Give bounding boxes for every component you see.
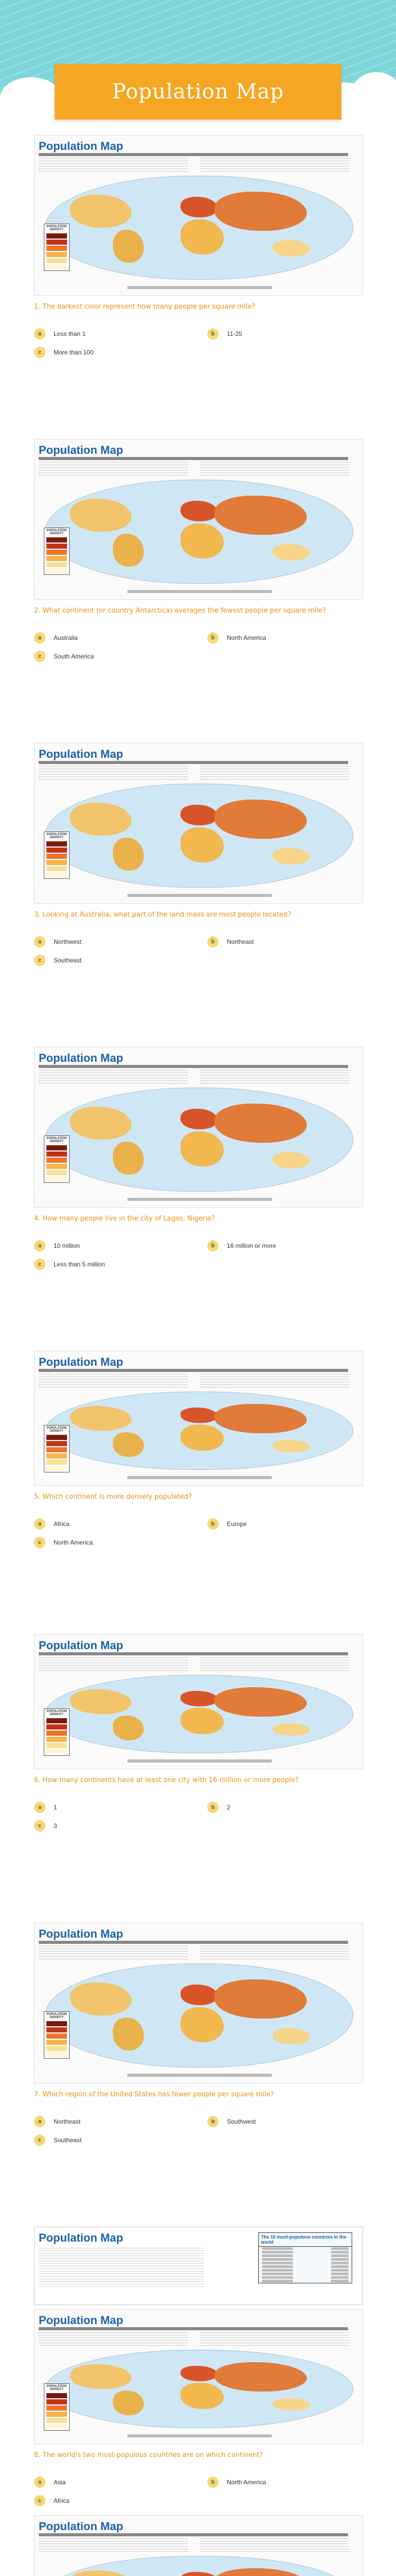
density-legend bbox=[44, 1708, 70, 1756]
option-label: 1 bbox=[54, 1804, 57, 1811]
map-intro-text bbox=[39, 766, 188, 781]
table-title: The 10 most-populous countries in the world bbox=[259, 2233, 352, 2247]
legend-swatch bbox=[46, 1718, 67, 1723]
landmass bbox=[113, 1142, 144, 1175]
legend-title: POPULATION DENSITY bbox=[46, 2385, 67, 2391]
legend-swatch bbox=[46, 854, 67, 859]
option-key-badge: c bbox=[34, 651, 45, 662]
question-block bbox=[34, 1047, 362, 1351]
map-intro-text bbox=[200, 1946, 349, 1960]
answer-option-a[interactable] bbox=[34, 1518, 189, 1530]
map-rule bbox=[39, 457, 348, 460]
option-label: North America bbox=[227, 634, 267, 641]
option-label: North America bbox=[227, 2479, 267, 2486]
option-key-badge: a bbox=[34, 1518, 45, 1530]
table-row bbox=[259, 2250, 352, 2254]
map-heading: Population Map bbox=[39, 748, 123, 760]
question-block bbox=[34, 439, 362, 743]
table-row bbox=[259, 2272, 352, 2276]
legend-title: POPULATION DENSITY bbox=[46, 1427, 67, 1433]
question-text: 8. The world's two most-populous countries are on which continent? bbox=[34, 2451, 263, 2459]
legend-swatch bbox=[46, 1158, 67, 1163]
answer-option-b[interactable] bbox=[207, 1240, 362, 1252]
answer-option-a[interactable] bbox=[34, 328, 189, 340]
legend-swatch bbox=[46, 1743, 67, 1748]
landmass bbox=[180, 1408, 218, 1423]
world-map bbox=[45, 1392, 353, 1470]
option-key-badge: b bbox=[207, 632, 219, 643]
landmass bbox=[70, 2570, 131, 2576]
answer-option-b[interactable] bbox=[207, 632, 362, 644]
map-heading: Population Map bbox=[39, 2231, 123, 2244]
legend-swatch bbox=[46, 1731, 67, 1736]
map-intro-text bbox=[39, 2332, 188, 2347]
map-intro-text bbox=[200, 1070, 349, 1084]
legend-swatch bbox=[46, 1441, 67, 1446]
legend-swatch bbox=[46, 1737, 67, 1742]
answer-option-a[interactable] bbox=[34, 632, 189, 644]
landmass bbox=[70, 1406, 131, 1431]
landmass bbox=[273, 1723, 310, 1736]
map-caption bbox=[127, 894, 272, 897]
population-map-image bbox=[34, 439, 363, 600]
landmass bbox=[180, 827, 223, 862]
density-legend bbox=[44, 2011, 70, 2059]
option-label: 2 bbox=[227, 1804, 230, 1811]
legend-swatch bbox=[46, 246, 67, 251]
population-map-image bbox=[34, 2515, 363, 2576]
question-block bbox=[34, 2227, 362, 2515]
landmass bbox=[273, 2028, 310, 2044]
landmass bbox=[273, 848, 310, 865]
table-row bbox=[259, 2268, 352, 2272]
landmass bbox=[214, 192, 307, 231]
population-map-image bbox=[34, 1923, 363, 2083]
option-key-badge: a bbox=[34, 2116, 45, 2127]
page-title-banner bbox=[55, 64, 341, 120]
option-label: Southwest bbox=[227, 2118, 256, 2125]
answer-option-c[interactable] bbox=[34, 1536, 189, 1549]
legend-swatch bbox=[46, 2052, 67, 2057]
legend-swatch bbox=[46, 1435, 67, 1440]
map-intro-text bbox=[200, 1657, 349, 1672]
answer-option-c[interactable] bbox=[34, 650, 189, 663]
world-map bbox=[45, 2556, 353, 2576]
population-map-image bbox=[34, 1351, 363, 1486]
answer-option-b[interactable] bbox=[207, 2476, 362, 2488]
map-intro-text bbox=[39, 1946, 188, 1960]
landmass bbox=[113, 230, 144, 263]
option-key-badge: b bbox=[207, 328, 219, 340]
map-intro-text bbox=[39, 1374, 188, 1388]
question-text: 5. Which continent is more densely populated? bbox=[34, 1493, 192, 1501]
density-legend bbox=[44, 1136, 70, 1183]
landmass bbox=[273, 544, 310, 561]
legend-swatch bbox=[46, 866, 67, 871]
option-key-badge: b bbox=[207, 1802, 219, 1813]
legend-swatch bbox=[46, 568, 67, 573]
map-heading: Population Map bbox=[39, 444, 123, 456]
option-label: Australia bbox=[54, 634, 78, 641]
legend-title: POPULATION DENSITY bbox=[46, 833, 67, 839]
legend-swatch bbox=[46, 1176, 67, 1181]
option-label: Less than 1 bbox=[54, 330, 86, 337]
option-label: 3 bbox=[54, 1822, 57, 1829]
question-block bbox=[34, 1351, 362, 1634]
answer-option-c[interactable] bbox=[34, 346, 189, 359]
map-caption bbox=[127, 2434, 272, 2437]
world-map bbox=[45, 176, 353, 280]
legend-swatch bbox=[46, 2033, 67, 2039]
option-label: Africa bbox=[54, 2497, 70, 2504]
table-row bbox=[259, 2276, 352, 2279]
legend-swatch bbox=[46, 2399, 67, 2404]
map-heading: Population Map bbox=[39, 1355, 123, 1368]
legend-swatch bbox=[46, 1145, 67, 1150]
map-heading: Population Map bbox=[39, 1927, 123, 1940]
map-intro-text bbox=[200, 158, 349, 173]
landmass bbox=[214, 2362, 307, 2392]
option-label: Asia bbox=[54, 2479, 66, 2486]
question-block bbox=[34, 135, 362, 439]
answer-option-a[interactable] bbox=[34, 2115, 189, 2128]
world-map bbox=[45, 784, 353, 888]
landmass bbox=[70, 2364, 131, 2389]
option-key-badge: a bbox=[34, 2477, 45, 2488]
population-map-image bbox=[34, 1047, 363, 1208]
legend-swatch bbox=[46, 562, 67, 567]
option-label: Less than 5 million bbox=[54, 1261, 105, 1268]
landmass bbox=[180, 501, 218, 521]
legend-swatch bbox=[46, 550, 67, 555]
landmass bbox=[180, 1691, 218, 1706]
map-intro-text bbox=[200, 462, 349, 477]
landmass bbox=[113, 1432, 144, 1457]
landmass bbox=[180, 2383, 223, 2409]
answer-option-b[interactable] bbox=[207, 328, 362, 340]
map-caption bbox=[127, 286, 272, 289]
legend-swatch bbox=[46, 1453, 67, 1459]
option-key-badge: b bbox=[207, 1240, 219, 1251]
option-label: Northwest bbox=[54, 938, 82, 945]
question-text: 2. What continent (or country Antarctica) averages the fewest people per square mile? bbox=[34, 607, 326, 615]
population-table bbox=[258, 2232, 352, 2283]
legend-swatch bbox=[46, 2418, 67, 2423]
map-intro-text bbox=[200, 2332, 349, 2347]
option-key-badge: b bbox=[207, 2116, 219, 2127]
density-legend bbox=[44, 224, 70, 271]
landmass bbox=[180, 1708, 223, 1734]
question-text: 1. The darkest color represent how many people per square mile? bbox=[34, 303, 256, 311]
landmass bbox=[180, 197, 218, 217]
landmass bbox=[180, 1425, 223, 1451]
body-text bbox=[39, 2248, 204, 2289]
option-label: Northeast bbox=[54, 2118, 81, 2125]
legend-swatch bbox=[46, 264, 67, 269]
option-key-badge: b bbox=[207, 2477, 219, 2488]
map-caption bbox=[127, 1759, 272, 1762]
answer-option-a[interactable] bbox=[34, 2476, 189, 2488]
answer-option-c[interactable] bbox=[34, 1820, 189, 1832]
answer-option-c[interactable] bbox=[34, 2495, 189, 2507]
option-key-badge: c bbox=[34, 347, 45, 358]
legend-title: POPULATION DENSITY bbox=[46, 225, 67, 231]
legend-swatch bbox=[46, 537, 67, 543]
option-key-badge: a bbox=[34, 328, 45, 340]
option-key-badge: c bbox=[34, 1537, 45, 1548]
world-map bbox=[45, 1963, 353, 2067]
option-label: 16 million or more bbox=[227, 1242, 276, 1249]
landmass bbox=[214, 1687, 307, 1717]
legend-swatch bbox=[46, 233, 67, 239]
legend-swatch bbox=[46, 1447, 67, 1452]
answer-option-b[interactable] bbox=[207, 2115, 362, 2128]
population-map-image bbox=[34, 743, 363, 904]
population-map-image bbox=[34, 1634, 363, 1769]
map-rule bbox=[39, 2327, 348, 2330]
option-key-badge: c bbox=[34, 955, 45, 966]
answer-option-b[interactable] bbox=[207, 1518, 362, 1530]
density-legend bbox=[44, 2383, 70, 2431]
option-key-badge: a bbox=[34, 1240, 45, 1251]
map-intro-text bbox=[39, 462, 188, 477]
landmass bbox=[70, 195, 131, 228]
option-key-badge: c bbox=[34, 2495, 45, 2506]
map-intro-text bbox=[200, 1374, 349, 1388]
legend-swatch bbox=[46, 2405, 67, 2411]
landmass bbox=[113, 1716, 144, 1740]
map-heading: Population Map bbox=[39, 2520, 123, 2533]
option-label: Europe bbox=[227, 1520, 247, 1528]
map-rule bbox=[39, 1369, 348, 1372]
question-block bbox=[34, 1923, 362, 2227]
option-label: 10 million bbox=[54, 1242, 80, 1249]
answer-option-b[interactable] bbox=[207, 1801, 362, 1814]
landmass bbox=[180, 523, 223, 558]
option-label: 11-25 bbox=[227, 330, 242, 337]
density-legend bbox=[44, 832, 70, 879]
landmass bbox=[70, 803, 131, 836]
population-map-image bbox=[34, 2309, 363, 2444]
landmass bbox=[180, 1109, 218, 1129]
option-label: More than 100 bbox=[54, 349, 94, 356]
landmass bbox=[180, 2572, 218, 2576]
landmass bbox=[273, 240, 310, 257]
world-map bbox=[45, 1675, 353, 1753]
map-intro-text bbox=[39, 158, 188, 173]
option-label: Africa bbox=[54, 1520, 70, 1528]
legend-swatch bbox=[46, 556, 67, 561]
map-rule bbox=[39, 153, 348, 156]
legend-title: POPULATION DENSITY bbox=[46, 529, 67, 535]
landmass bbox=[70, 1107, 131, 1140]
table-row bbox=[259, 2254, 352, 2258]
legend-swatch bbox=[46, 1151, 67, 1157]
map-intro-text bbox=[200, 2538, 349, 2553]
landmass bbox=[180, 1131, 223, 1166]
world-map bbox=[45, 480, 353, 584]
option-label: Northeast bbox=[227, 938, 254, 945]
answer-option-c[interactable] bbox=[34, 2134, 189, 2146]
legend-title: POPULATION DENSITY bbox=[46, 1137, 67, 1143]
answer-option-b[interactable] bbox=[207, 936, 362, 948]
legend-title: POPULATION DENSITY bbox=[46, 2012, 67, 2019]
page-title: Population Map bbox=[112, 80, 284, 104]
table-row bbox=[259, 2261, 352, 2265]
landmass bbox=[214, 800, 307, 839]
legend-swatch bbox=[46, 2040, 67, 2045]
table-row bbox=[259, 2258, 352, 2261]
answer-option-c[interactable] bbox=[34, 954, 189, 967]
option-key-badge: c bbox=[34, 1259, 45, 1270]
landmass bbox=[113, 2391, 144, 2415]
map-caption bbox=[127, 2074, 272, 2077]
table-row bbox=[259, 2265, 352, 2268]
map-rule bbox=[39, 1065, 348, 1068]
landmass bbox=[70, 499, 131, 532]
question-text: 6. How many continents have at least one city with 16 million or more people? bbox=[34, 1776, 299, 1784]
option-label: North America bbox=[54, 1539, 93, 1546]
map-intro-text bbox=[39, 1657, 188, 1672]
world-map bbox=[45, 2350, 353, 2428]
legend-swatch bbox=[46, 1724, 67, 1730]
legend-swatch bbox=[46, 2424, 67, 2429]
map-rule bbox=[39, 2533, 348, 2536]
option-key-badge: a bbox=[34, 632, 45, 643]
question-block bbox=[34, 2515, 362, 2576]
landmass bbox=[273, 1152, 310, 1168]
map-caption bbox=[127, 590, 272, 593]
legend-swatch bbox=[46, 1170, 67, 1175]
landmass bbox=[214, 496, 307, 535]
legend-swatch bbox=[46, 1466, 67, 1471]
option-key-badge: b bbox=[207, 1518, 219, 1530]
map-intro-text bbox=[39, 1070, 188, 1084]
landmass bbox=[214, 2568, 307, 2576]
map-heading: Population Map bbox=[39, 1639, 123, 1652]
answer-option-a[interactable] bbox=[34, 936, 189, 948]
legend-swatch bbox=[46, 252, 67, 257]
answer-option-c[interactable] bbox=[34, 1258, 189, 1270]
landmass bbox=[180, 1985, 218, 2005]
option-label: Southeast bbox=[54, 2137, 82, 2144]
legend-swatch bbox=[46, 2027, 67, 2032]
answer-option-a[interactable] bbox=[34, 1240, 189, 1252]
question-block bbox=[34, 1634, 362, 1923]
legend-swatch bbox=[46, 2021, 67, 2026]
density-legend bbox=[44, 528, 70, 575]
question-block bbox=[34, 743, 362, 1047]
landmass bbox=[273, 1440, 310, 1452]
legend-swatch bbox=[46, 848, 67, 853]
legend-swatch bbox=[46, 1749, 67, 1754]
landmass bbox=[214, 1404, 307, 1433]
table-row bbox=[259, 2247, 352, 2250]
density-legend bbox=[44, 1425, 70, 1472]
legend-swatch bbox=[46, 1460, 67, 1465]
question-text: 4. How many people live in the city of Lagos, Nigeria? bbox=[34, 1215, 215, 1223]
legend-swatch bbox=[46, 1164, 67, 1169]
landmass bbox=[180, 219, 223, 255]
question-text: 7. Which region of the United States has fewer people per square mile? bbox=[34, 2091, 274, 2098]
legend-swatch bbox=[46, 2412, 67, 2417]
option-key-badge: b bbox=[207, 936, 219, 947]
landmass bbox=[113, 838, 144, 871]
legend-swatch bbox=[46, 240, 67, 245]
option-key-badge: c bbox=[34, 1820, 45, 1832]
legend-swatch bbox=[46, 860, 67, 865]
landmass bbox=[70, 1689, 131, 1714]
population-map-image bbox=[34, 135, 363, 296]
map-heading: Population Map bbox=[39, 1052, 123, 1064]
legend-swatch bbox=[46, 258, 67, 263]
landmass bbox=[273, 2398, 310, 2411]
option-label: South America bbox=[54, 653, 94, 660]
legend-title: POPULATION DENSITY bbox=[46, 1710, 67, 1716]
world-map bbox=[45, 1088, 353, 1192]
legend-swatch bbox=[46, 841, 67, 846]
option-key-badge: c bbox=[34, 2134, 45, 2146]
map-intro-text bbox=[200, 766, 349, 781]
map-heading: Population Map bbox=[39, 140, 123, 152]
landmass bbox=[180, 2366, 218, 2381]
landmass bbox=[70, 1982, 131, 2015]
legend-swatch bbox=[46, 544, 67, 549]
lesson-card bbox=[34, 2227, 363, 2305]
landmass bbox=[113, 534, 144, 567]
map-intro-text bbox=[39, 2538, 188, 2553]
option-key-badge: a bbox=[34, 1802, 45, 1813]
map-rule bbox=[39, 1941, 348, 1944]
table-row bbox=[259, 2279, 352, 2283]
legend-swatch bbox=[46, 2393, 67, 2398]
landmass bbox=[214, 1979, 307, 2019]
option-key-badge: a bbox=[34, 936, 45, 947]
map-rule bbox=[39, 1652, 348, 1655]
option-label: Southeast bbox=[54, 957, 82, 964]
legend-swatch bbox=[46, 872, 67, 877]
map-rule bbox=[39, 761, 348, 764]
landmass bbox=[113, 2018, 144, 2050]
question-text: 3. Looking at Australia, what part of the land mass are most people located? bbox=[34, 911, 291, 919]
answer-option-a[interactable] bbox=[34, 1801, 189, 1814]
legend-swatch bbox=[46, 2046, 67, 2051]
map-heading: Population Map bbox=[39, 2314, 123, 2327]
map-caption bbox=[127, 1476, 272, 1479]
landmass bbox=[180, 805, 218, 825]
landmass bbox=[214, 1104, 307, 1143]
map-caption bbox=[127, 1198, 272, 1201]
landmass bbox=[180, 2007, 223, 2042]
